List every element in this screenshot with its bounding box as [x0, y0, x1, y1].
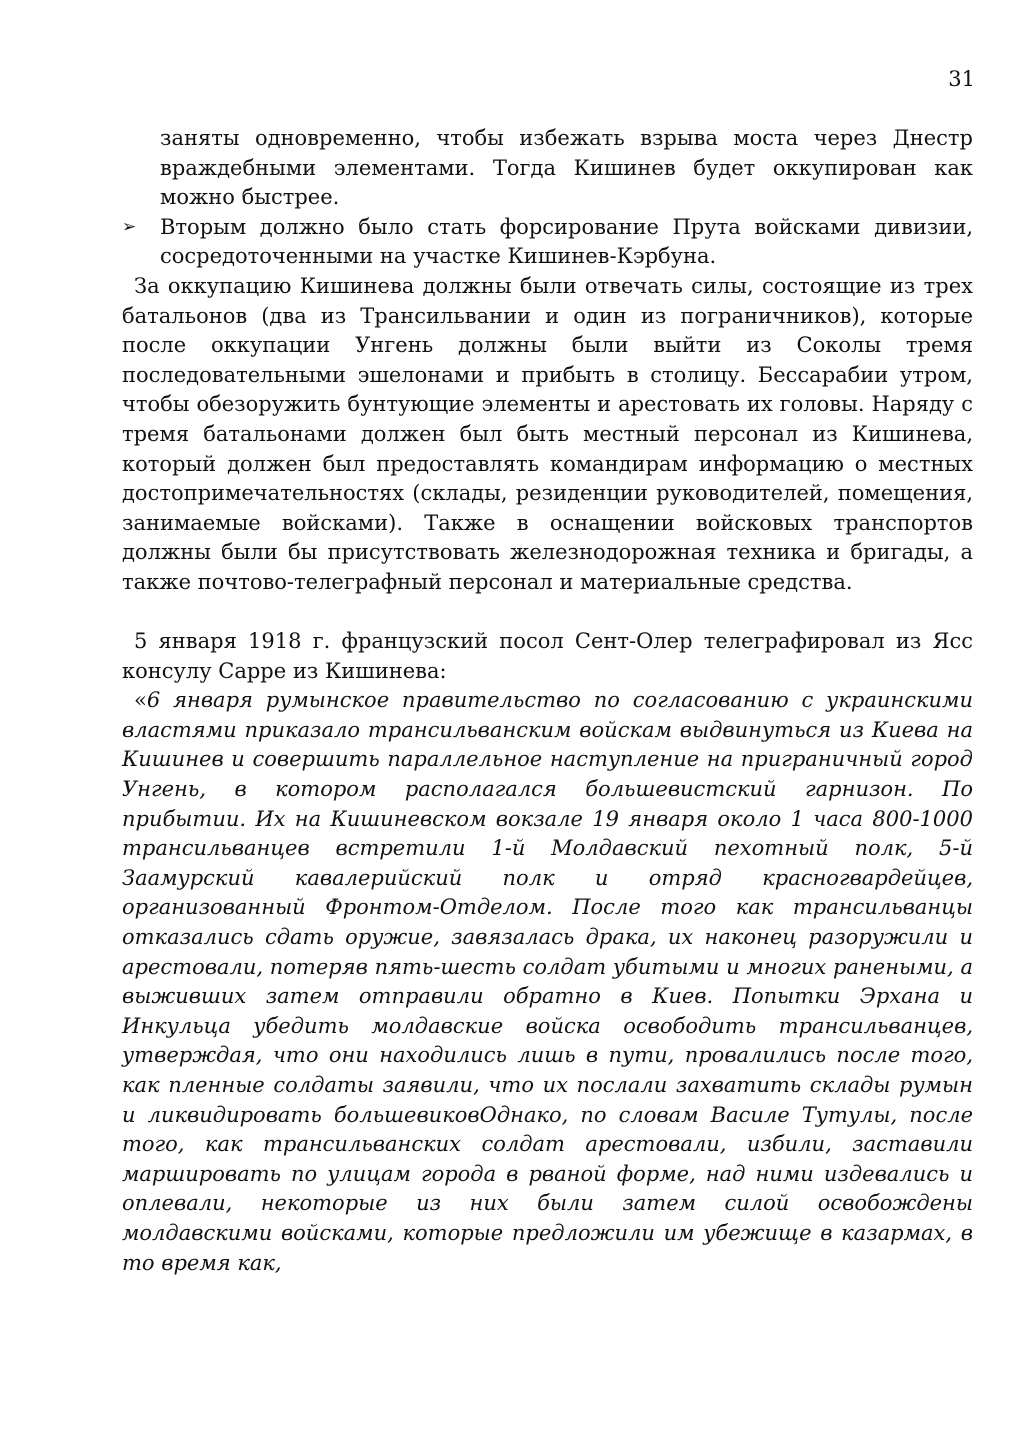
paragraph: 5 января 1918 г. французский посол Сент-Олер телеграфировал из Ясс консулу Сарре из Кишинева: — [122, 629, 973, 683]
quote-text: 6 января румынское правительство по согласованию с украинскими властями приказало трансильванским войскам выдвинуться из Киева на Кишинев и совершить параллельное наступление на приграничный город Унгень, в котором располагался большевистский гарнизон. По прибытии. Их на Кишиневском вокзале 19 января около 1 часа 800-1000 трансильванцев встретили 1-й Молдавский пехотный полк, 5-й Заамурский кавалерийский полк и отряд красногвардейцев, организованный Фронтом-Отделом. После того как трансильванцы отказались сдать оружие, завязалась драка, их наконец разоружили и арестовали, потеряв пять-шесть солдат убитыми и многих ранеными, а выживших затем отправили обратно в Киев. Попытки Эрхана и Инкульца убедить молдавские войска освободить трансильванцев, утверждая, что они находились лишь в пути, провалились после того, как пленные солдаты заявили, что их послали захватить склады румын и ликвидировать большевиковОднако, по словам Василе Тутулы, после того, как трансильванских солдат арестовали, избили, заставили маршировать по улицам города в рваной форме, над ними издевались и оплевали, некоторые из них были затем силой освобождены молдавскими войсками, которые предложили им убежище в казармах, в то время как, — [122, 688, 973, 1275]
bullet-continuation: заняты одновременно, чтобы избежать взрыва моста через Днестр враждебными элементами. Тогда Кишинев будет оккупирован как можно быстрее. — [160, 126, 973, 210]
paragraph-gap — [122, 598, 973, 628]
quote-open-mark: « — [134, 688, 147, 713]
bullet-item — [122, 213, 973, 272]
page-body — [122, 124, 973, 1278]
paragraph: За оккупацию Кишинева должны были отвечать силы, состоящие из трех батальонов (два из Трансильвании и один из пограничников), которые после оккупации Унгень должны были выйти из Соколы тремя последовательными эшелонами и прибыть в столицу. Бессарабии утром, чтобы обезоружить бунтующие элементы и арестовать их головы. Наряду с тремя батальонами должен был быть местный персонал из Кишинева, который должен был предоставлять командирам информацию о местных достопримечательностях (склады, резиденции руководителей, помещения, занимаемые войсками). Также в оснащении войсковых транспортов должны были бы присутствовать железнодорожная техника и бригады, а также почтово-телеграфный персонал и материальные средства. — [122, 273, 973, 594]
quote-paragraph — [122, 686, 973, 1278]
page-number: 31 — [948, 67, 975, 91]
bullet-text: Вторым должно было стать форсирование Прута войсками дивизии, сосредоточенными на участке Кишинев-Кэрбуна. — [160, 214, 973, 269]
arrow-bullet-icon: ➢ — [122, 216, 137, 237]
